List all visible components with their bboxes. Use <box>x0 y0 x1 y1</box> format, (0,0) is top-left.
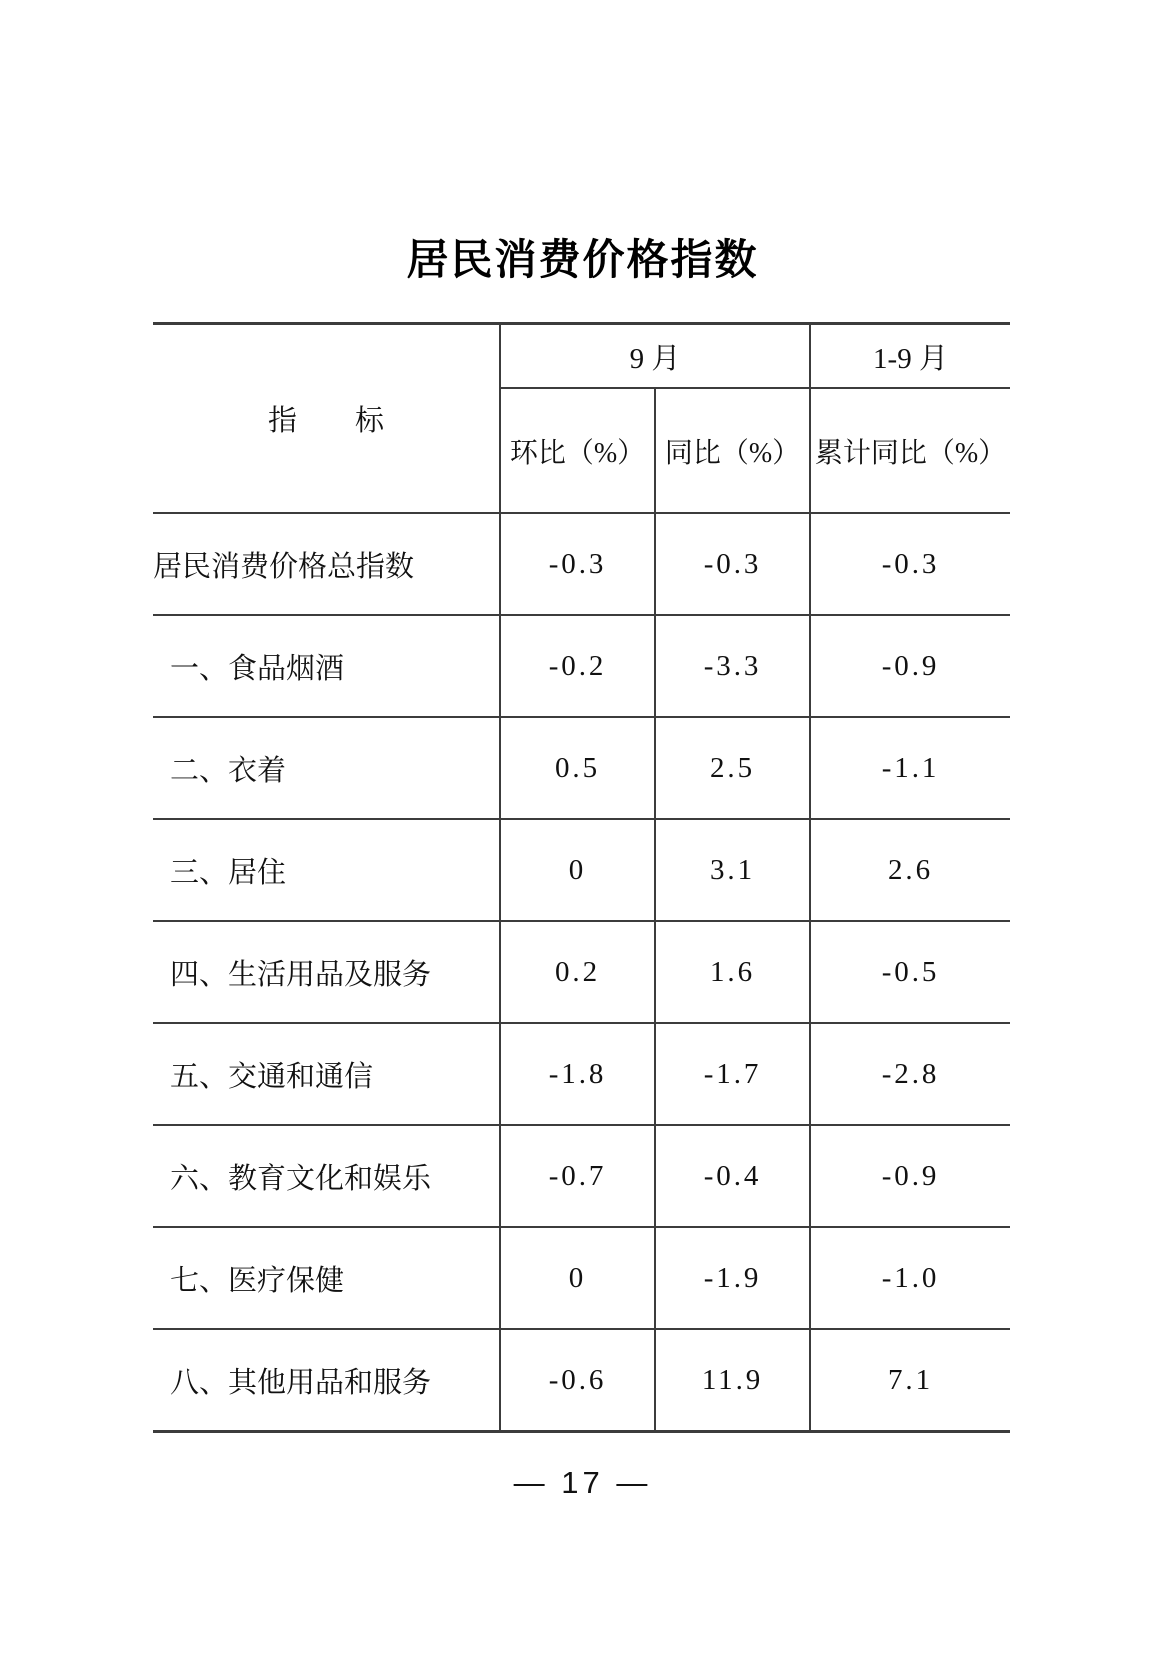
row-label: 五、交通和通信 <box>153 1023 500 1125</box>
yoy-value: 11.9 <box>655 1329 810 1432</box>
yoy-value: -0.4 <box>655 1125 810 1227</box>
table-row <box>153 819 1010 921</box>
table-row <box>153 1023 1010 1125</box>
table-row <box>153 513 1010 615</box>
mom-value: 0 <box>500 819 655 921</box>
cumulative-yoy-value: -2.8 <box>810 1023 1010 1125</box>
page-number: — 17 — <box>513 1465 652 1500</box>
yoy-value: 3.1 <box>655 819 810 921</box>
cpi-table <box>153 322 1010 1433</box>
row-label: 四、生活用品及服务 <box>153 921 500 1023</box>
header-mom: 环比（%） <box>500 388 655 513</box>
cumulative-yoy-value: -0.3 <box>810 513 1010 615</box>
header-cumulative-yoy: 累计同比（%） <box>810 388 1010 513</box>
row-label: 六、教育文化和娱乐 <box>153 1125 500 1227</box>
table-row <box>153 1125 1010 1227</box>
mom-value: -0.3 <box>500 513 655 615</box>
mom-value: -0.2 <box>500 615 655 717</box>
table-header-period-row <box>153 324 1010 389</box>
yoy-value: -0.3 <box>655 513 810 615</box>
cumulative-yoy-value: -1.0 <box>810 1227 1010 1329</box>
table-row <box>153 717 1010 819</box>
cumulative-yoy-value: -0.9 <box>810 1125 1010 1227</box>
mom-value: 0.2 <box>500 921 655 1023</box>
yoy-value: 1.6 <box>655 921 810 1023</box>
row-label: 二、衣着 <box>153 717 500 819</box>
row-label: 八、其他用品和服务 <box>153 1329 500 1432</box>
header-yoy: 同比（%） <box>655 388 810 513</box>
row-label: 七、医疗保健 <box>153 1227 500 1329</box>
table-row <box>153 1227 1010 1329</box>
yoy-value: -1.9 <box>655 1227 810 1329</box>
page-title: 居民消费价格指数 <box>406 236 759 283</box>
header-september: 9 月 <box>500 324 810 389</box>
cumulative-yoy-value: -0.9 <box>810 615 1010 717</box>
yoy-value: -3.3 <box>655 615 810 717</box>
yoy-value: -1.7 <box>655 1023 810 1125</box>
row-label: 一、食品烟酒 <box>153 615 500 717</box>
yoy-value: 2.5 <box>655 717 810 819</box>
row-label: 居民消费价格总指数 <box>153 513 500 615</box>
row-label: 三、居住 <box>153 819 500 921</box>
mom-value: -1.8 <box>500 1023 655 1125</box>
header-indicator: 指 标 <box>153 324 500 514</box>
mom-value: -0.6 <box>500 1329 655 1432</box>
mom-value: 0.5 <box>500 717 655 819</box>
table-row <box>153 921 1010 1023</box>
cumulative-yoy-value: -1.1 <box>810 717 1010 819</box>
cumulative-yoy-value: 2.6 <box>810 819 1010 921</box>
mom-value: -0.7 <box>500 1125 655 1227</box>
mom-value: 0 <box>500 1227 655 1329</box>
cumulative-yoy-value: 7.1 <box>810 1329 1010 1432</box>
cumulative-yoy-value: -0.5 <box>810 921 1010 1023</box>
table-row <box>153 1329 1010 1432</box>
header-jan-september: 1-9 月 <box>810 324 1010 389</box>
table-row <box>153 615 1010 717</box>
